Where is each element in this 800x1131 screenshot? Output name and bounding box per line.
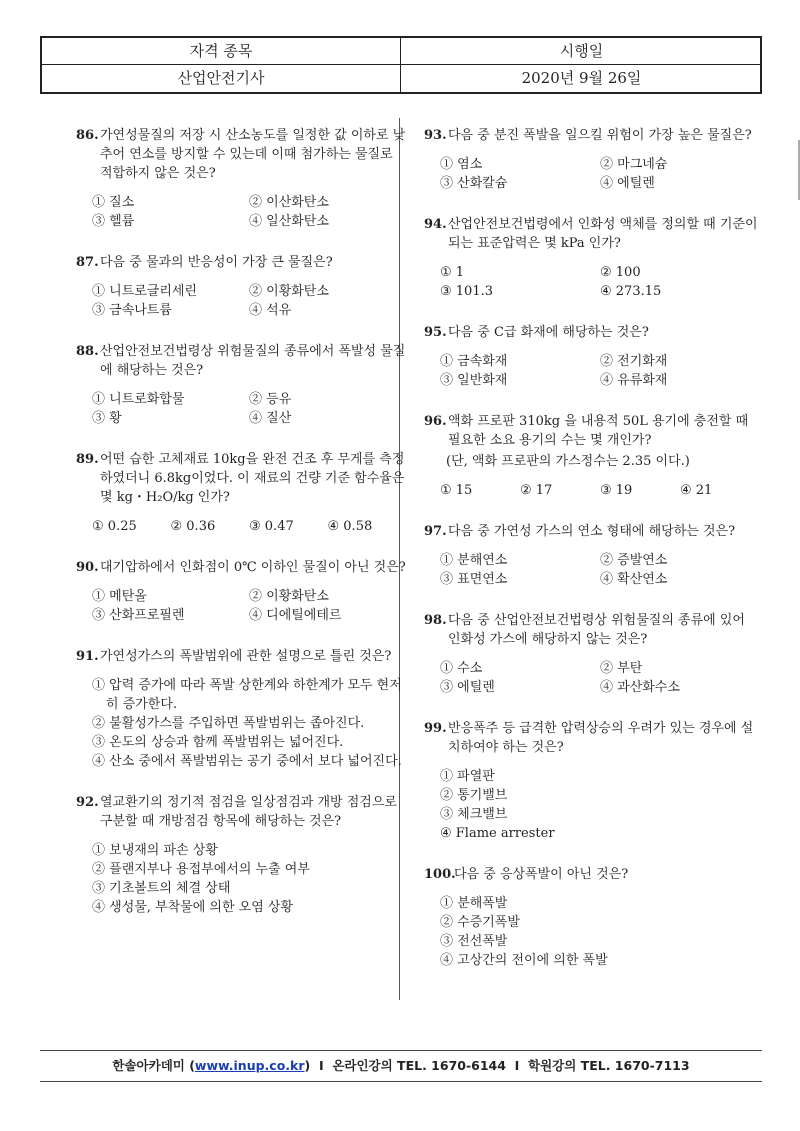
answer-options [424,659,760,697]
footer-offline-tel: 학원강의 TEL. 1670-7113 [528,1058,690,1073]
answer-option[interactable]: ③ 0.47 [249,519,294,534]
question-item [424,323,760,390]
subject-label: 자격 종목 [189,42,253,60]
answer-option[interactable]: ① 메탄올 [92,589,147,604]
question-item [424,611,760,697]
answer-option[interactable]: ② 0.36 [170,519,216,534]
question-text: 열교환기의 정기적 점검을 일상점검과 개방 점검으로 구분할 때 개방점검 항목에 해당하는 것은? [100,795,397,829]
footer-paren: ) [304,1058,311,1073]
question-text: 다음 중 C급 화재에 해당하는 것은? [448,325,649,340]
exam-header-table [40,36,762,94]
answer-option[interactable]: ② 이산화탄소 [249,195,329,210]
answer-option[interactable]: ② 불활성가스를 주입하면 폭발범위는 좁아진다. [92,716,365,731]
question-number: 95. [424,325,447,340]
answer-option[interactable]: ② 이황화탄소 [249,589,329,604]
answer-option[interactable]: ② 부탄 [600,661,643,676]
question-number: 99. [424,721,447,736]
question-item [76,558,406,625]
question-text: 다음 중 물과의 반응성이 가장 큰 물질은? [100,255,333,270]
answer-option[interactable]: ④ 에틸렌 [600,176,655,191]
answer-option[interactable]: ② 100 [600,265,641,280]
question-number: 100. [424,867,456,882]
answer-option[interactable]: ② 통기밸브 [440,788,508,803]
answer-options [76,193,406,231]
question-item [76,793,406,917]
answer-option[interactable]: ③ 19 [600,483,633,498]
answer-option[interactable]: ③ 101.3 [440,284,494,299]
answer-option[interactable]: ④ 과산화수소 [600,680,680,695]
answer-option[interactable]: ④ 확산연소 [600,572,668,587]
answer-option[interactable]: ① 1 [440,265,465,280]
answer-option[interactable]: ① 0.25 [92,519,137,534]
question-text: 다음 중 응상폭발이 아닌 것은? [454,867,629,882]
answer-option[interactable]: ④ 질산 [249,411,292,426]
question-item [76,342,406,428]
answer-option[interactable]: ① 금속화재 [440,354,508,369]
answer-options [76,517,406,536]
footer-url-link[interactable]: www.inup.co.kr [194,1058,305,1073]
answer-options [424,551,760,589]
answer-option[interactable]: ③ 에틸렌 [440,680,495,695]
answer-option[interactable]: ④ 0.58 [327,519,373,534]
question-number: 94. [424,217,447,232]
answer-option[interactable]: ③ 표면연소 [440,572,508,587]
answer-option[interactable]: ② 플랜지부나 용접부에서의 누출 여부 [92,862,310,877]
answer-option[interactable]: ④ 고상간의 전이에 의한 폭발 [440,953,608,968]
question-text: 산업안전보건법령에서 인화성 액체를 정의할 때 기준이 되는 표준압력은 몇 kPa 인가? [448,217,758,251]
question-text: 반응폭주 등 급격한 압력상승의 우려가 있는 경우에 설치하여야 하는 것은? [448,721,754,755]
question-number: 93. [424,128,447,143]
date-label: 시행일 [559,42,604,60]
footer-sep: I [505,1058,529,1073]
answer-option[interactable]: ① 니트로글리세린 [92,284,198,299]
answer-option[interactable]: ② 등유 [249,392,292,407]
answer-option[interactable]: ④ 석유 [249,303,292,318]
answer-option[interactable]: ① 15 [440,483,473,498]
question-number: 86. [76,128,99,143]
subject-value: 산업안전기사 [177,69,265,87]
question-number: 90. [76,560,99,575]
footer-sep: I [310,1058,333,1073]
answer-option[interactable]: ① 보냉재의 파손 상황 [92,843,218,858]
question-text: 어떤 습한 고체재료 10kg을 완전 건조 후 무게를 측정하였더니 6.8kg이었다. 이 재료의 건량 기준 함수율은 몇 kg・H₂O/kg 인가? [100,452,405,505]
question-item [76,450,406,536]
footer [40,1050,762,1082]
answer-option[interactable]: ① 분해폭발 [440,896,508,911]
question-item [424,126,760,193]
footer-online-tel: 온라인강의 TEL. 1670-6144 [332,1058,506,1073]
question-number: 89. [76,452,99,467]
question-text: 액화 프로판 310kg 을 내용적 50L 용기에 충전할 때 필요한 소요 용기의 수는 몇 개인가? [448,414,749,448]
answer-option[interactable]: ④ Flame arrester [440,826,555,841]
answer-option[interactable]: ② 마그네슘 [600,157,668,172]
question-item [424,865,760,970]
question-number: 98. [424,613,447,628]
answer-option[interactable]: ③ 산화칼슘 [440,176,508,191]
answer-option[interactable]: ① 분해연소 [440,553,508,568]
answer-options [76,390,406,428]
question-number: 91. [76,649,99,664]
answer-option[interactable]: ② 17 [520,483,553,498]
answer-options [424,263,760,301]
question-text: 가연성가스의 폭발범위에 관한 설명으로 틀린 것은? [100,649,392,664]
answer-option[interactable]: ④ 일산화탄소 [249,214,329,229]
question-number: 97. [424,524,447,539]
answer-option[interactable]: ① 파열판 [440,769,495,784]
answer-option[interactable]: ④ 디에틸에테르 [249,608,342,623]
question-number: 96. [424,414,447,429]
right-column [424,126,760,992]
question-text: 산업안전보건법령상 위험물질의 종류에서 폭발성 물질에 해당하는 것은? [100,344,406,378]
answer-option[interactable]: ④ 273.15 [600,284,662,299]
question-text: 대기압하에서 인화점이 0℃ 이하인 물질이 아닌 것은? [100,560,406,575]
question-item [424,522,760,589]
answer-option[interactable]: ② 전기화재 [600,354,668,369]
answer-option[interactable]: ① 질소 [92,195,135,210]
footer-academy: 한솔아카데미 ( [112,1058,195,1073]
answer-option[interactable]: ④ 21 [680,483,713,498]
answer-option[interactable]: ③ 일반화재 [440,373,508,388]
answer-option[interactable]: ③ 온도의 상승과 함께 폭발범위는 넓어진다. [92,735,344,750]
answer-option[interactable]: ④ 유류화재 [600,373,668,388]
question-item [424,215,760,301]
question-text: 다음 중 가연성 가스의 연소 형태에 해당하는 것은? [448,524,736,539]
answer-option[interactable]: ① 염소 [440,157,483,172]
answer-options [424,481,760,500]
answer-option[interactable]: ③ 산화프로필렌 [92,608,185,623]
question-number: 92. [76,795,99,810]
answer-options [424,155,760,193]
answer-option[interactable]: ③ 금속나트륨 [92,303,172,318]
answer-option[interactable]: ① 니트로화합물 [92,392,185,407]
question-number: 88. [76,344,99,359]
answer-option[interactable]: ① 수소 [440,661,483,676]
left-column [76,126,406,939]
answer-option[interactable]: ③ 황 [92,411,122,426]
answer-option[interactable]: ④ 산소 중에서 폭발범위는 공기 중에서 보다 넓어진다. [92,754,402,769]
answer-option[interactable]: ② 이황화탄소 [249,284,329,299]
question-item [76,647,406,771]
answer-option[interactable]: ③ 체크밸브 [440,807,508,822]
date-value: 2020년 9월 26일 [521,69,642,87]
answer-options [76,282,406,320]
question-note: (단, 액화 프로판의 가스정수는 2.35 이다.) [446,454,690,469]
answer-option[interactable]: ④ 생성물, 부착물에 의한 오염 상황 [92,900,294,915]
answer-options [76,676,406,771]
answer-options [424,352,760,390]
answer-options [424,894,760,970]
answer-options [76,587,406,625]
question-text: 가연성물질의 저장 시 산소농도를 일정한 값 이하로 낮추어 연소를 방지할 수 있는데 이때 첨가하는 물질로 적합하지 않은 것은? [100,128,406,181]
answer-option[interactable]: ③ 전선폭발 [440,934,508,949]
question-text: 다음 중 분진 폭발을 일으킬 위험이 가장 높은 물질은? [448,128,752,143]
answer-options [76,841,406,917]
question-number: 87. [76,255,99,270]
question-text: 다음 중 산업안전보건법령상 위험물질의 종류에 있어 인화성 가스에 해당하지 않는 것은? [448,613,745,647]
question-item [424,412,760,500]
question-item [76,253,406,320]
question-item [424,719,760,843]
answer-option[interactable]: ③ 헬륨 [92,214,135,229]
answer-option[interactable]: ② 증발연소 [600,553,668,568]
question-item [76,126,406,231]
answer-option[interactable]: ③ 기초볼트의 체결 상태 [92,881,231,896]
answer-option[interactable]: ② 수증기폭발 [440,915,520,930]
answer-option[interactable]: ① 압력 증가에 따라 폭발 상한계와 하한계가 모두 현저히 증가한다. [92,678,402,712]
answer-options [424,767,760,843]
